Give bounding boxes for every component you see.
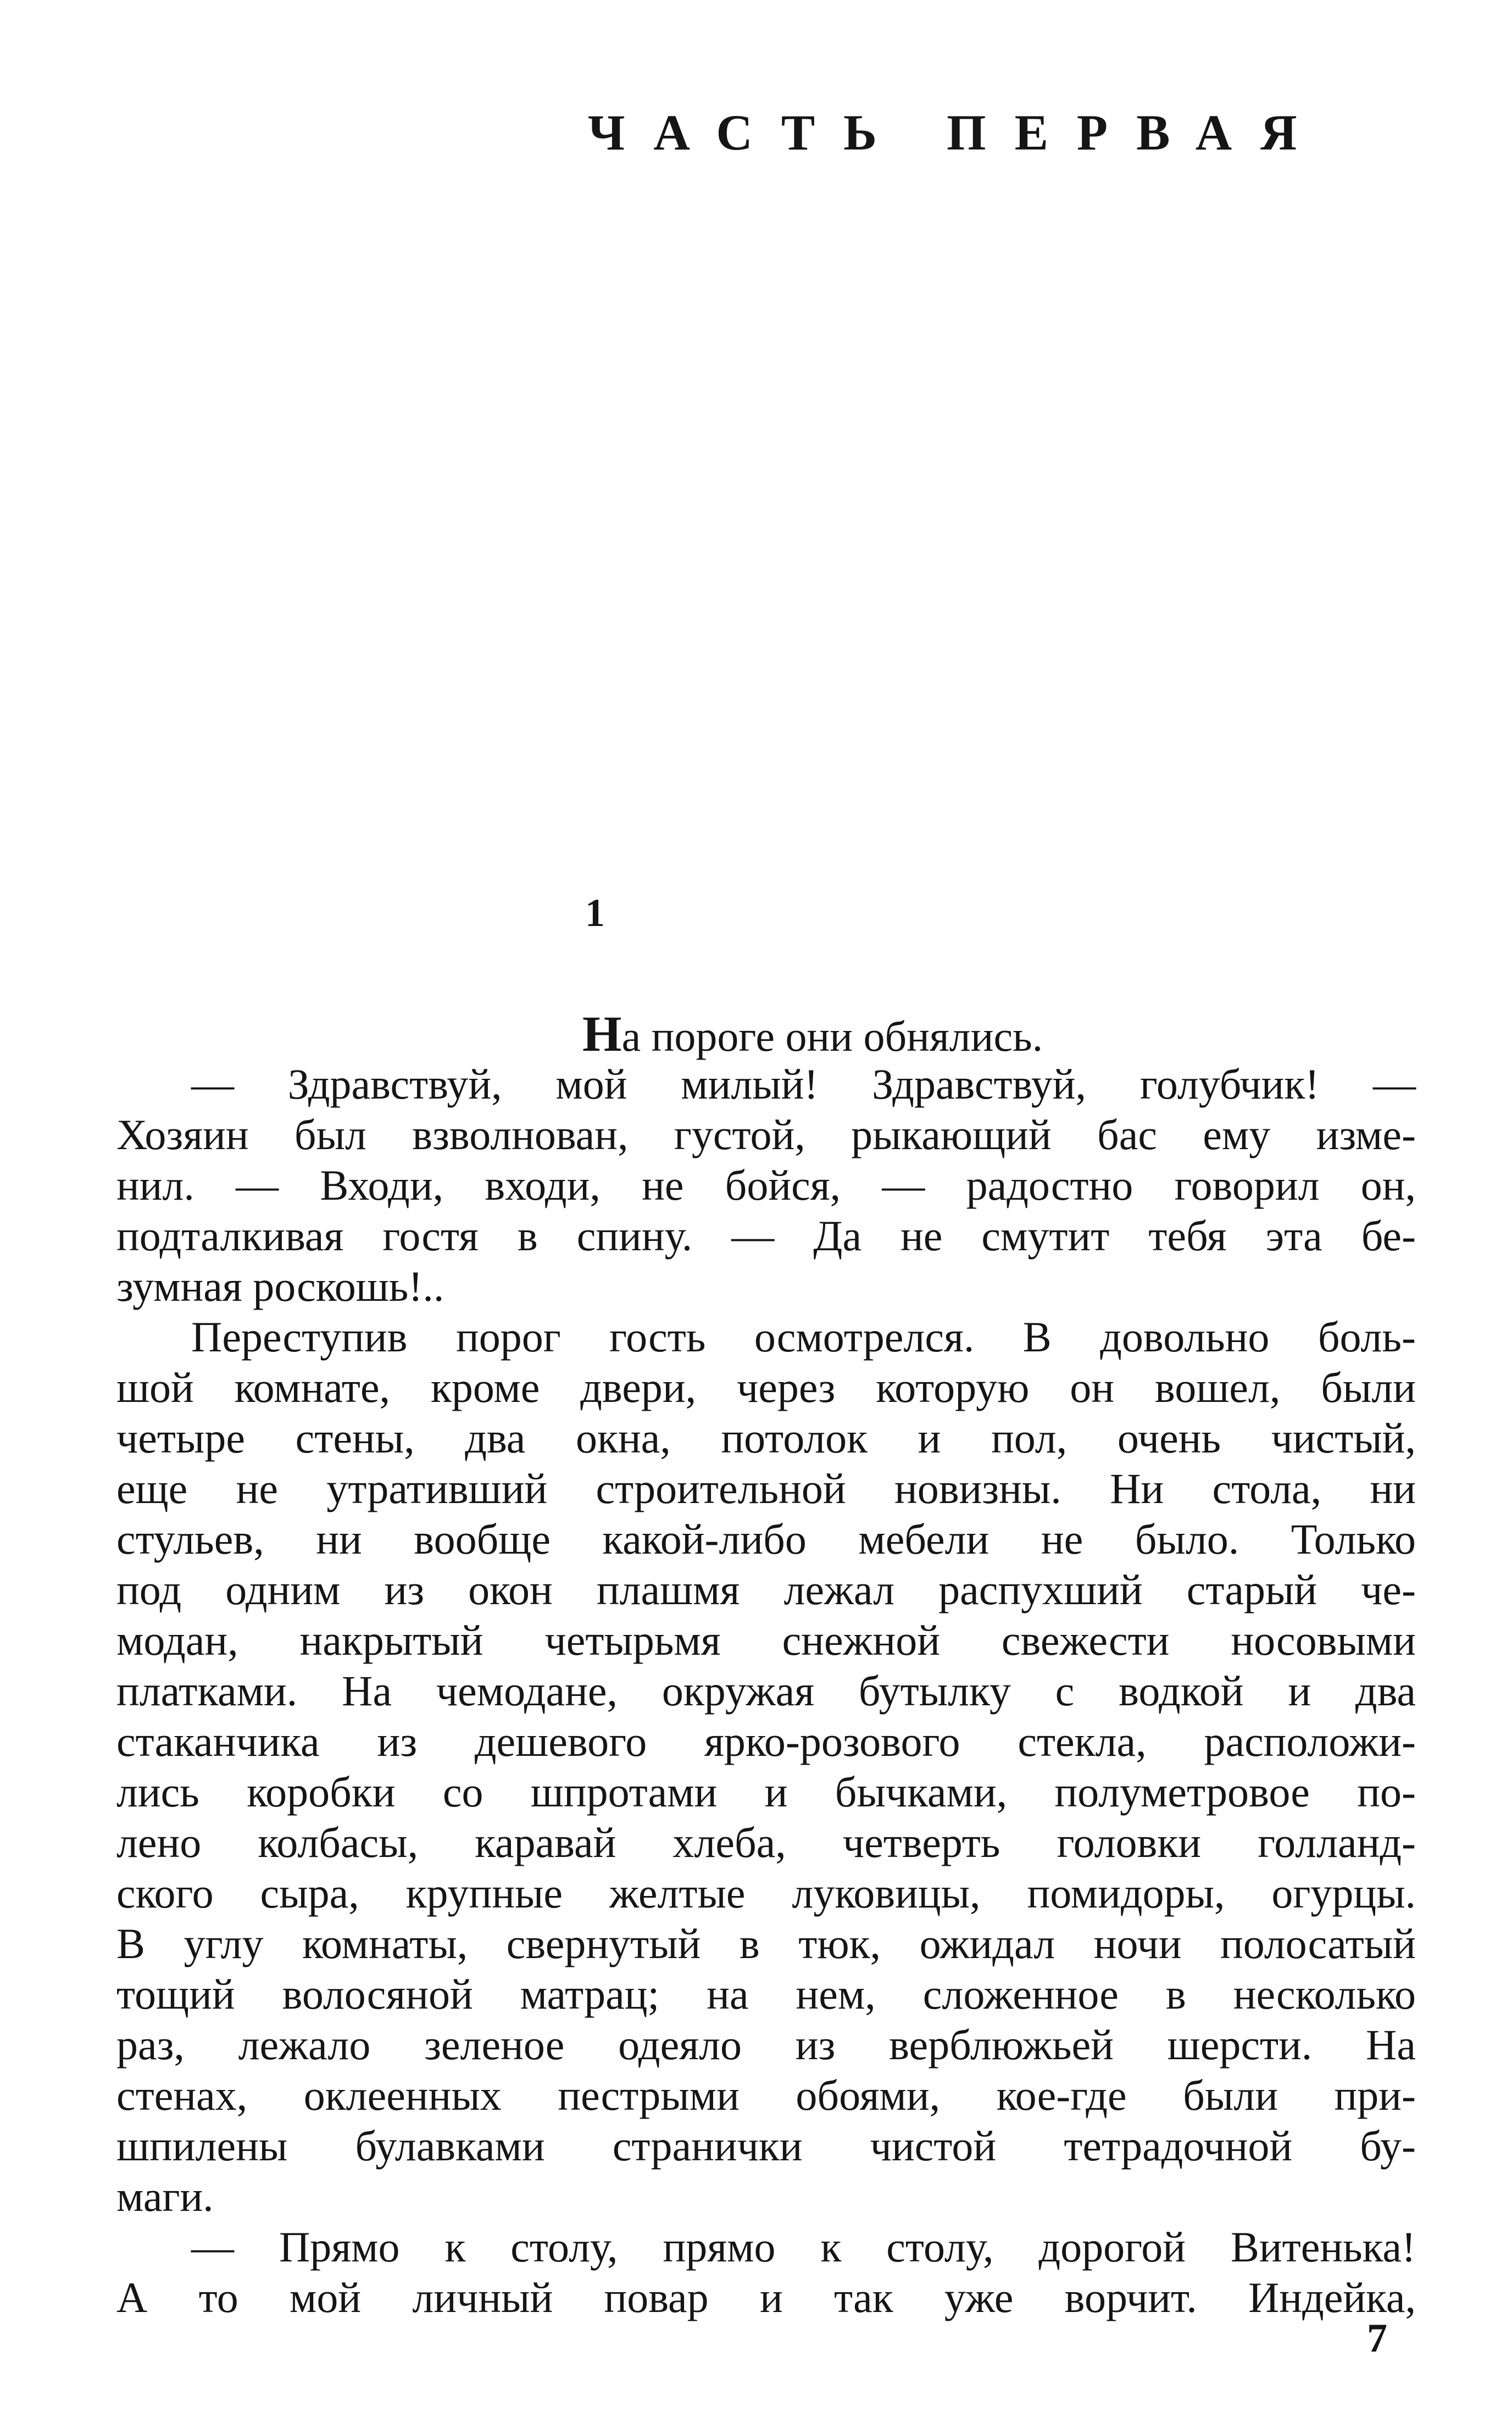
text-line: еще не утративший строительной новизны. Ни стола, ни	[116, 1465, 1416, 1512]
text-line: раз, лежало зеленое одеяло из верблюжьей шерсти. На	[116, 2021, 1416, 2069]
opening-line	[116, 1006, 1416, 1062]
opening-text: а пороге они обнялись.	[621, 1012, 1043, 1060]
text-line: — Прямо к столу, прямо к столу, дорогой Витенька!	[191, 2223, 1416, 2271]
text-line: шой комнате, кроме двери, через которую он вошел, были	[116, 1363, 1416, 1411]
chapter-body	[116, 1008, 1416, 2323]
page-number: 7	[1367, 2316, 1387, 2361]
text-line: маги.	[116, 2172, 214, 2220]
text-line: подталкивая гостя в спину. — Да не смутит тебя эта бе-	[116, 1212, 1416, 1260]
text-line: лись коробки со шпротами и бычками, полуметровое по-	[116, 1768, 1416, 1816]
text-line: Хозяин был взволнован, густой, рыкающий бас ему изме-	[116, 1111, 1416, 1158]
text-line: стульев, ни вообще какой-либо мебели не было. Только	[116, 1515, 1416, 1563]
text-line: — Здравствуй, мой милый! Здравствуй, голубчик! —	[191, 1060, 1416, 1108]
part-title: ЧАСТЬ ПЕРВАЯ	[588, 104, 1326, 160]
drop-cap: Н	[582, 1006, 622, 1062]
text-line: шпилены булавками странички чистой тетрадочной бу-	[116, 2122, 1416, 2170]
text-line: нил. — Входи, входи, не бойся, — радостно говорил он,	[116, 1161, 1416, 1209]
text-line: лено колбасы, каравай хлеба, четверть головки голланд-	[116, 1818, 1416, 1866]
text-line: платками. На чемодане, окружая бутылку с водкой и два	[116, 1667, 1416, 1715]
text-line: стаканчика из дешевого ярко-розового стекла, расположи-	[116, 1717, 1416, 1765]
text-line: стенах, оклеенных пестрыми обоями, кое-где были при-	[116, 2071, 1416, 2119]
text-line: Переступив порог гость осмотрелся. В довольно боль-	[191, 1313, 1416, 1361]
chapter-number: 1	[585, 891, 605, 935]
text-line: В углу комнаты, свернутый в тюк, ожидал ночи полосатый	[116, 1920, 1416, 1967]
text-line: А то мой личный повар и так уже ворчит. Индейка,	[116, 2274, 1416, 2321]
text-line: ского сыра, крупные желтые луковицы, помидоры, огурцы.	[116, 1869, 1416, 1917]
text-line: тощий волосяной матрац; на нем, сложенное в несколько	[116, 1970, 1416, 2018]
text-line: под одним из окон плашмя лежал распухший старый че-	[116, 1566, 1416, 1614]
text-line: модан, накрытый четырьмя снежной свежести носовыми	[116, 1616, 1416, 1664]
text-line: зумная роскошь!..	[116, 1262, 444, 1310]
text-line: четыре стены, два окна, потолок и пол, очень чистый,	[116, 1414, 1416, 1462]
